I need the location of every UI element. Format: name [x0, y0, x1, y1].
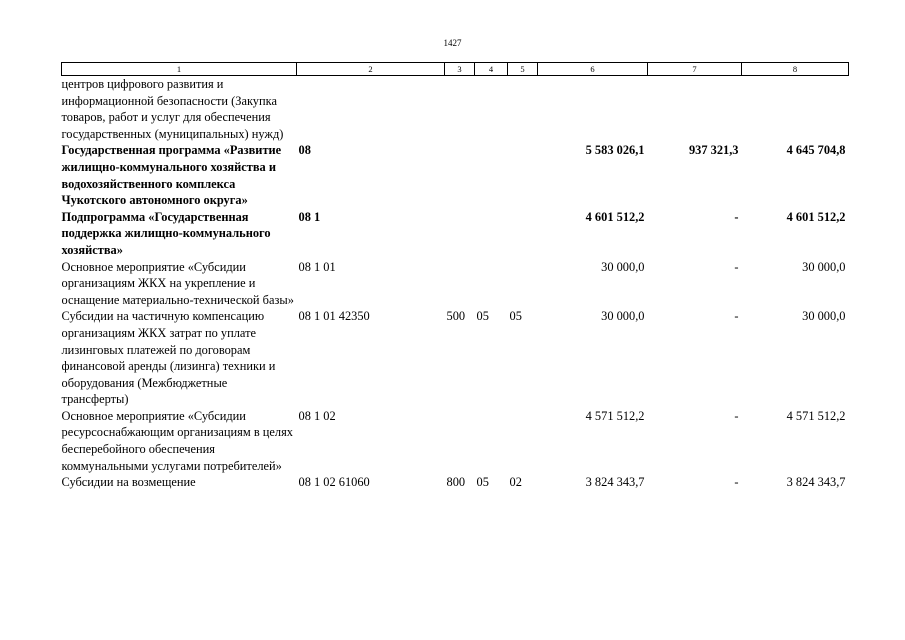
- header-cell-8: 8: [742, 63, 849, 76]
- header-row: [62, 63, 849, 76]
- row-c8: 30 000,0: [802, 309, 846, 324]
- row-c4: 05: [476, 475, 489, 490]
- table-row: [62, 259, 849, 309]
- row-c6: 3 824 343,7: [585, 475, 645, 490]
- row-c7: [648, 76, 742, 143]
- row-c8: 4 571 512,2: [786, 408, 846, 423]
- table-header: [62, 63, 849, 76]
- row-c8: 30 000,0: [802, 259, 846, 274]
- table-row: [62, 408, 849, 474]
- table-row: [62, 474, 849, 491]
- row-c3: [445, 142, 475, 208]
- row-c3: [445, 408, 475, 474]
- header-cell-1: 1: [62, 63, 297, 76]
- budget-table: [61, 62, 849, 491]
- row-c6: 30 000,0: [601, 259, 645, 274]
- row-code: 08 1 01: [298, 259, 336, 274]
- header-cell-5: 5: [508, 63, 538, 76]
- row-c5: [508, 142, 538, 208]
- row-name: Основное мероприятие «Субсидии ресурсоснабжающим организациям в целях бесперебойного обеспечения коммунальными услугами потребителей»: [61, 408, 293, 473]
- row-name: Основное мероприятие «Субсидии организациям ЖКХ на укрепление и оснащение материально-технической базы»: [61, 259, 294, 307]
- row-c6: 5 583 026,1: [585, 143, 645, 158]
- row-c6: 4 571 512,2: [585, 408, 645, 423]
- row-c3: [445, 76, 475, 143]
- row-c3: [445, 209, 475, 259]
- row-name: центров цифрового развития и информационной безопасности (Закупка товаров, работ и услуг для обеспечения государственных (муниципальных) нужд): [61, 77, 284, 141]
- row-c7: -: [734, 475, 739, 490]
- row-code: 08 1 02 61060: [298, 475, 370, 490]
- row-c4: [475, 408, 508, 474]
- table-row: [62, 142, 849, 208]
- row-c7: 937 321,3: [688, 143, 739, 158]
- row-code: 08 1 02: [298, 408, 336, 423]
- table-row: [62, 76, 849, 143]
- row-c4: [475, 259, 508, 309]
- row-code: 08: [298, 143, 311, 158]
- header-cell-7: 7: [648, 63, 742, 76]
- row-c7: -: [734, 408, 739, 423]
- row-c7: -: [734, 309, 739, 324]
- header-cell-3: 3: [445, 63, 475, 76]
- row-c3: 500: [446, 309, 466, 324]
- header-cell-2: 2: [297, 63, 445, 76]
- row-c8: 4 645 704,8: [786, 143, 846, 158]
- row-name: Подпрограмма «Государственная поддержка жилищно-коммунального хозяйства»: [61, 209, 271, 257]
- row-c8: 3 824 343,7: [786, 475, 846, 490]
- row-c4: 05: [476, 309, 489, 324]
- row-c5: [508, 408, 538, 474]
- row-c5: [508, 259, 538, 309]
- row-c3: 800: [446, 475, 466, 490]
- row-c4: [475, 209, 508, 259]
- row-c5: 05: [509, 309, 522, 324]
- row-c7: -: [734, 259, 739, 274]
- row-name: Государственная программа «Развитие жилищно-коммунального хозяйства и водохозяйственного комплекса Чукотского автономного округа»: [61, 143, 282, 208]
- row-c4: [475, 76, 508, 143]
- header-cell-6: 6: [538, 63, 648, 76]
- row-code: [297, 76, 445, 143]
- row-code: 08 1: [298, 209, 321, 224]
- row-c5: 02: [509, 475, 522, 490]
- table-body: [62, 76, 849, 491]
- row-c4: [475, 142, 508, 208]
- row-c8: 4 601 512,2: [786, 209, 846, 224]
- row-c3: [445, 259, 475, 309]
- row-c5: [508, 209, 538, 259]
- row-code: 08 1 01 42350: [298, 309, 370, 324]
- row-c6: [538, 76, 648, 143]
- header-cell-4: 4: [475, 63, 508, 76]
- row-c6: 4 601 512,2: [585, 209, 645, 224]
- row-c8: [742, 76, 849, 143]
- table-row: [62, 209, 849, 259]
- row-c5: [508, 76, 538, 143]
- row-c6: 30 000,0: [601, 309, 645, 324]
- page-number: 1427: [443, 38, 462, 48]
- row-c7: -: [734, 209, 739, 224]
- table-row: [62, 308, 849, 408]
- row-name: Субсидии на частичную компенсацию организациям ЖКХ затрат по уплате лизинговых платежей по договорам финансовой аренды (лизинга) техники и оборудования (Межбюджетные трансферты): [61, 309, 276, 407]
- row-name: Субсидии на возмещение: [61, 475, 196, 490]
